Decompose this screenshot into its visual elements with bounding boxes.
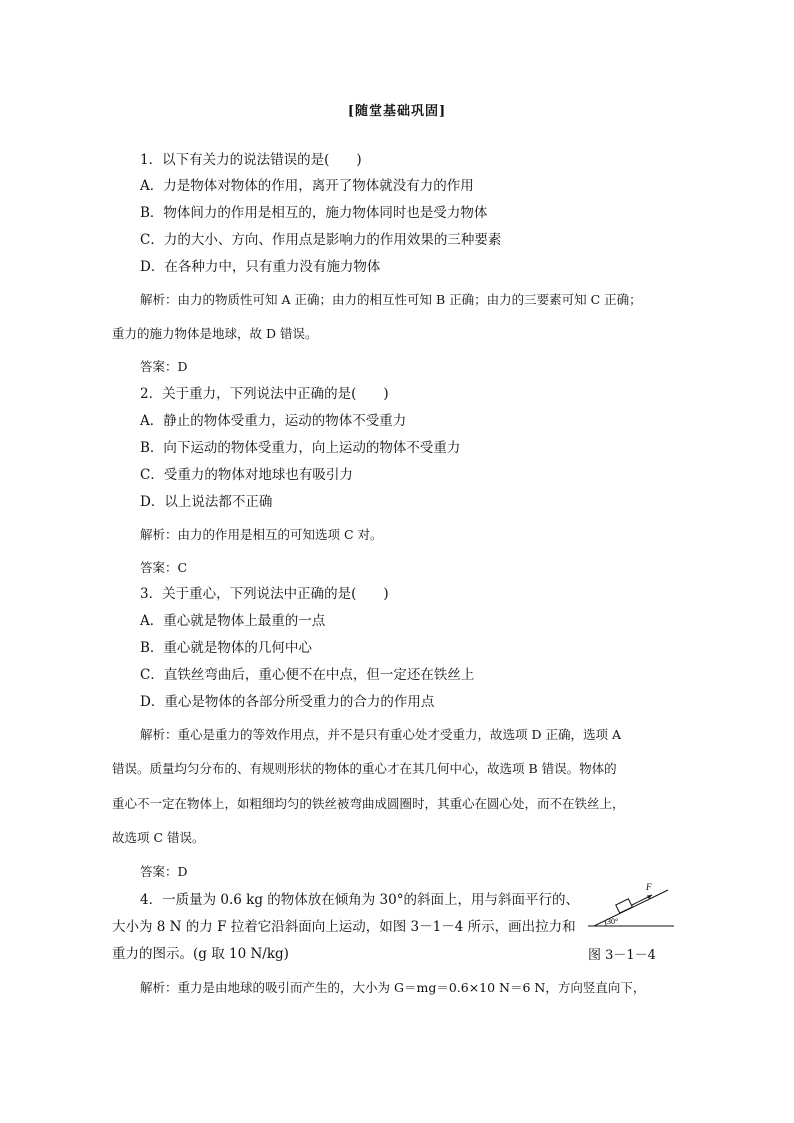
question-3-option-c: C．直铁丝弯曲后，重心便不在中点，但一定还在铁丝上: [140, 667, 475, 683]
question-3-option-b: B．重心就是物体的几何中心: [140, 640, 312, 656]
question-2-answer: 答案：C: [140, 560, 188, 575]
incline-diagram: [586, 876, 676, 936]
section-title: [随堂基础巩固]: [347, 104, 447, 119]
question-4-line-3: 重力的图示。(g 取 10 N/kg): [112, 946, 289, 962]
question-2-stem: 2．关于重力，下列说法中正确的是( ): [140, 386, 389, 402]
angle-label: 30°: [607, 917, 619, 926]
question-1-stem: 1．以下有关力的说法错误的是( ): [140, 152, 362, 168]
figure-caption: 图 3－1－4: [588, 948, 656, 963]
question-3-stem: 3．关于重心，下列说法中正确的是( ): [140, 586, 389, 602]
angle-arc: [605, 921, 606, 927]
question-1-solution-line-1: 解析：由力的物质性可知 A 正确；由力的相互性可知 B 正确；由力的三要素可知 C 正确；: [140, 292, 642, 307]
block: [616, 899, 633, 913]
question-1-option-b: B．物体间力的作用是相互的，施力物体同时也是受力物体: [140, 205, 488, 221]
question-3-solution-line-2: 错误。质量均匀分布的、有规则形状的物体的重心才在其几何中心，故选项 B 错误。物体的: [112, 761, 617, 776]
question-3-answer: 答案：D: [140, 864, 188, 879]
question-2-option-a: A．静止的物体受重力，运动的物体不受重力: [140, 413, 407, 429]
question-3-option-a: A．重心就是物体上最重的一点: [140, 613, 326, 629]
force-label: F: [646, 882, 652, 892]
question-2-option-c: C．受重力的物体对地球也有吸引力: [140, 467, 353, 483]
question-4-line-1: 4．一质量为 0.6 kg 的物体放在倾角为 30°的斜面上，用与斜面平行的、: [140, 892, 579, 908]
question-1-answer: 答案：D: [140, 359, 188, 374]
question-1-option-c: C．力的大小、方向、作用点是影响力的作用效果的三种要素: [140, 232, 502, 248]
question-3-solution-line-4: 故选项 C 错误。: [112, 830, 205, 845]
question-2-option-d: D．以上说法都不正确: [140, 494, 273, 510]
question-4-solution: 解析：重力是由地球的吸引而产生的，大小为 G＝mg＝0.6×10 N＝6 N，方向竖直向下，: [140, 980, 646, 995]
question-1-option-a: A．力是物体对物体的作用，离开了物体就没有力的作用: [140, 178, 474, 194]
question-1-solution-line-2: 重力的施力物体是地球，故 D 错误。: [112, 326, 318, 341]
question-2-solution-line-1: 解析：由力的作用是相互的可知选项 C 对。: [140, 527, 383, 542]
question-3-solution-line-1: 解析：重心是重力的等效作用点，并不是只有重心处才受重力，故选项 D 正确，选项 A: [140, 727, 621, 742]
question-3-option-d: D．重心是物体的各部分所受重力的合力的作用点: [140, 694, 435, 710]
incline-figure: [586, 876, 676, 936]
question-2-option-b: B．向下运动的物体受重力，向上运动的物体不受重力: [140, 440, 461, 456]
question-4-line-2: 大小为 8 N 的力 F 拉着它沿斜面向上运动，如图 3－1－4 所示，画出拉力和: [112, 919, 576, 935]
question-1-option-d: D．在各种力中，只有重力没有施力物体: [140, 259, 381, 275]
question-3-solution-line-3: 重心不一定在物体上，如粗细均匀的铁丝被弯曲成圆圈时，其重心在圆心处，而不在铁丝上，: [112, 796, 625, 811]
